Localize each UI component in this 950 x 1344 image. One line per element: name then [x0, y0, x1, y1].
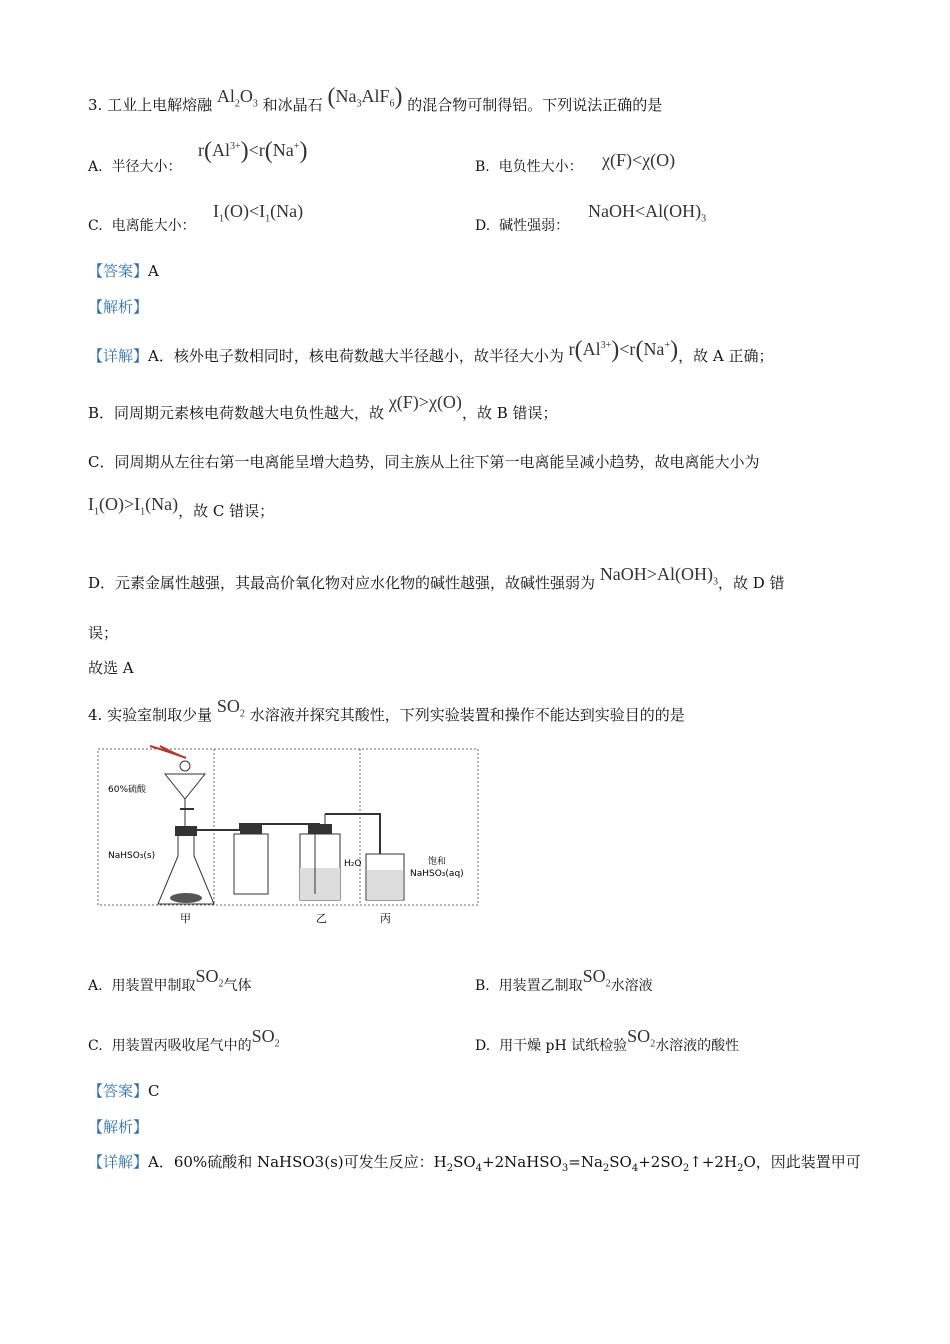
q4-stem: 4. 实验室制取少量 $SO_2$ 水溶液并探究其酸性，下列实验装置和操作不能达到实验目的的是: [88, 696, 685, 724]
q3-option-a[interactable]: A. 半径大小：: [88, 159, 182, 175]
formula-na3alf6: $(Na_3AlF_6)$: [327, 84, 403, 110]
solution-bing: [367, 870, 403, 900]
q3-stem: 3. 工业上电解熔融 $Al_2O_3$ 和冰晶石 $(Na_3AlF_6)$ 的混合物可制得铝。下列说法正确的是: [88, 84, 663, 114]
figure-frame: [98, 749, 478, 905]
q3-detail-a: 【详解】A．核外电子数相同时，核电荷数越大半径越小，故半径大小为 $r(Al^{3+})<r(Na^+)$，故 A 正确；: [88, 337, 774, 365]
q4-answer: 【答案】C: [88, 1082, 160, 1100]
q3-conclusion: 故选 A: [88, 659, 134, 677]
q3-option-c[interactable]: C. 电离能大小：: [88, 218, 196, 234]
svg-text:NaHSO₃(s): NaHSO₃(s): [108, 851, 156, 861]
q3-option-b[interactable]: B. 电负性大小：: [475, 159, 583, 175]
q4-detail-a: 【详解】A．60%硫酸和 NaHSO3(s)可发生反应：$H_2SO_4+2NaHSO_3=Na_2SO_4+2SO_2↑+2H_2O$，因此装置甲可: [88, 1153, 861, 1174]
q3-detail-b: B．同周期元素核电荷数越大电负性越大，故 χ(F)>χ(O)，故 B 错误；: [88, 392, 558, 422]
svg-text:丙: 丙: [380, 912, 391, 925]
formula-al2o3: $Al_2O_3$: [216, 86, 258, 110]
q4-option-d[interactable]: D. 用干燥 pH 试纸检验$SO_2$水溶液的酸性: [475, 1026, 740, 1054]
q3-detail-d2: 误；: [88, 624, 119, 642]
q3-detail-c: C．同周期从左往右第一电离能呈增大趋势，同主族从上往下第一电离能呈减小趋势，故电离能大小为: [88, 453, 760, 471]
q4-analysis-tag: 【解析】: [88, 1118, 149, 1136]
q3-number: 3.: [88, 96, 103, 114]
red-mark: [150, 746, 186, 758]
reaction-equation: $H_2SO_4+2NaHSO_3=Na_2SO_4+2SO_2↑+2H_2O$: [433, 1153, 756, 1174]
formula-ionization: $I_1(O)<I_1(Na)$: [213, 201, 304, 225]
bottle-1: [234, 834, 268, 894]
q4-number: 4.: [88, 706, 103, 724]
q3-option-d[interactable]: D. 碱性强弱：: [475, 218, 570, 234]
apparatus-figure: [90, 744, 490, 930]
stopper-jia: [175, 826, 197, 836]
q3-answer: 【答案】A: [88, 262, 159, 280]
q3-detail-d: D．元素金属性越强，其最高价氧化物对应水化物的碱性越强，故碱性强弱为 $NaOH>Al(OH)_3$，故 D 错: [88, 564, 785, 592]
formula-basicity: $NaOH<Al(OH)_3$: [588, 201, 707, 225]
q3-detail-c2: $I_1(O)>I_1(Na)$，故 C 错误；: [88, 494, 275, 520]
svg-text:NaHSO₃(aq): NaHSO₃(aq): [410, 869, 464, 879]
dropping-funnel: [165, 774, 205, 799]
solid-jia: [170, 893, 202, 903]
svg-text:60%硫酸: 60%硫酸: [108, 785, 147, 795]
svg-text:甲: 甲: [180, 912, 191, 925]
q4-option-c[interactable]: C. 用装置丙吸收尾气中的$SO_2$: [88, 1026, 280, 1054]
formula-electronegativity: χ(F)<χ(O): [602, 150, 676, 170]
svg-text:H₂O: H₂O: [344, 859, 362, 869]
svg-text:乙: 乙: [316, 912, 327, 925]
q4-option-a[interactable]: A. 用装置甲制取$SO_2$气体: [88, 966, 252, 994]
water-yi: [300, 868, 340, 900]
svg-text:饱和: 饱和: [428, 857, 447, 867]
formula-radius: $r(Al^{3+})<r(Na^+)$: [198, 138, 308, 164]
q4-option-b[interactable]: B. 用装置乙制取$SO_2$水溶液: [475, 966, 653, 994]
q3-analysis-tag: 【解析】: [88, 298, 149, 316]
